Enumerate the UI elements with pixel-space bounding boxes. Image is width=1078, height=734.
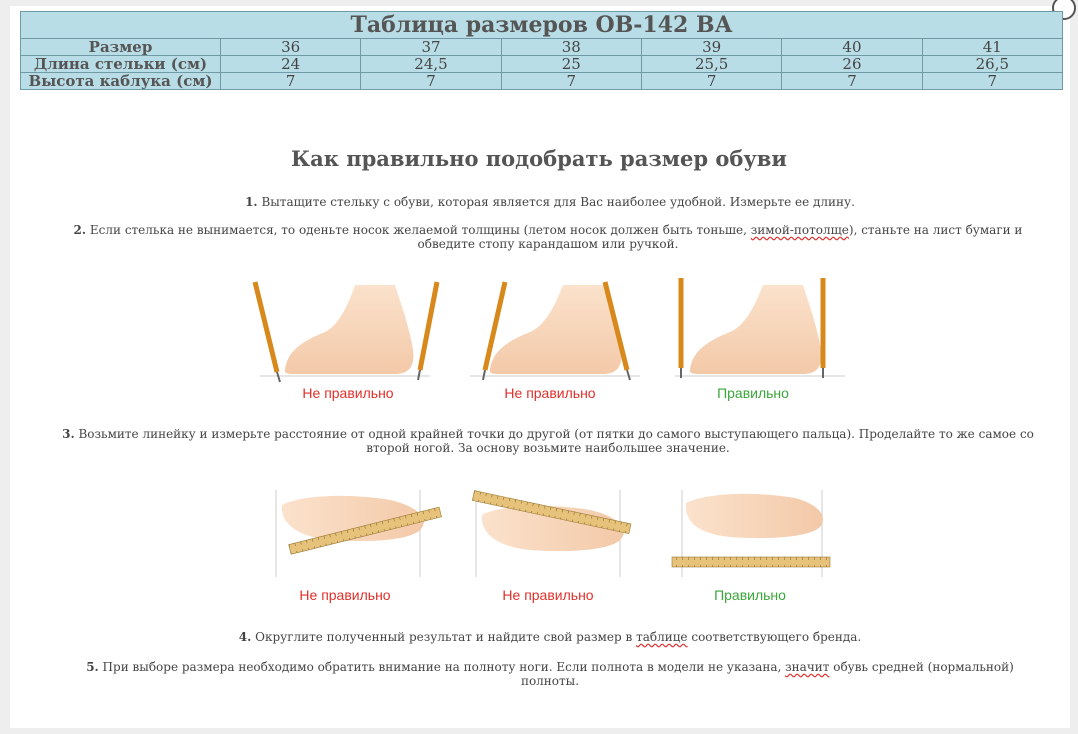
ruler-measure-wrong-2 [472, 490, 631, 577]
foot-tracing-right [675, 278, 845, 378]
table-cell: 40 [782, 39, 922, 56]
table-cell: 7 [782, 73, 922, 90]
pencil-icon [255, 282, 280, 382]
step-number: 1. [245, 195, 258, 209]
step-text: При выборе размера необходимо обратить внимание на полноту ноги. Если полнота в модели не указана, [102, 660, 786, 674]
spellcheck-word: значит [785, 660, 830, 674]
table-cell: 37 [361, 39, 501, 56]
guide-title: Как правильно подобрать размер обуви [291, 146, 787, 171]
size-table [20, 11, 1063, 90]
pencil-icon [418, 282, 437, 380]
table-cell: 24 [221, 56, 361, 73]
spellcheck-word: зимой-потолще [750, 223, 849, 237]
step-text: ), станьте на лист бумаги и обведите стопу карандашом или ручкой. [417, 223, 1023, 251]
table-cell: 39 [641, 39, 781, 56]
ruler-illustrations [270, 485, 840, 580]
table-cell: 36 [221, 39, 361, 56]
table-row [21, 39, 1063, 56]
table-cell: 25 [501, 56, 641, 73]
step-text: Вытащите стельку с обуви, которая является для Вас наиболее удобной. Измерьте ее длину. [261, 195, 855, 209]
step-text: Возьмите линейку и измерьте расстояние от одной крайней точки до другой (от пятки до самого выступающего пальца). Проделайте то же самое со второй ногой. За основу возьмите наибольшее значение. [78, 427, 1034, 455]
caption-wrong: Не правильно [302, 385, 394, 401]
step-number: 3. [62, 427, 75, 441]
table-cell: 7 [221, 73, 361, 90]
size-table-title: Таблица размеров ОВ-142 ВА [21, 12, 1063, 39]
table-cell: 38 [501, 39, 641, 56]
foot-tracing-wrong-2 [470, 282, 640, 380]
row-label-size: Размер [21, 39, 221, 56]
step-text: обувь средней (нормальной) полноты. [520, 660, 1014, 688]
table-cell: 7 [922, 73, 1062, 90]
table-cell: 7 [361, 73, 501, 90]
step-5 [70, 660, 1030, 688]
step-text: соответствующего бренда. [687, 630, 862, 644]
step-text: Если стелька не вынимается, то оденьте носок желаемой толщины (летом носок должен быть тоньше, [89, 223, 751, 237]
step-number: 4. [238, 630, 252, 644]
caption-wrong: Не правильно [299, 587, 391, 603]
ruler-icon [672, 557, 830, 567]
step-2 [48, 223, 1048, 251]
step-1 [40, 195, 1060, 209]
table-row [21, 56, 1063, 73]
spellcheck-word: таблице [636, 630, 688, 644]
row-label-heel-height: Высота каблука (см) [21, 73, 221, 90]
step-number: 2. [73, 223, 87, 237]
foot-tracing-wrong-1 [255, 282, 437, 382]
caption-wrong: Не правильно [504, 385, 596, 401]
step-3 [48, 427, 1048, 455]
table-cell: 26 [782, 56, 922, 73]
tracing-illustrations [245, 270, 845, 385]
caption-wrong: Не правильно [502, 587, 594, 603]
size-table-title-row [21, 12, 1063, 39]
table-cell: 41 [922, 39, 1062, 56]
table-row [21, 73, 1063, 90]
step-number: 5. [86, 660, 99, 674]
caption-right: Правильно [717, 385, 789, 401]
table-cell: 7 [501, 73, 641, 90]
ruler-measure-wrong-1 [276, 490, 442, 577]
step-text: Округлите полученный результат и найдите свой размер в [255, 630, 637, 644]
caption-right: Правильно [714, 587, 786, 603]
table-cell: 7 [641, 73, 781, 90]
table-cell: 26,5 [922, 56, 1062, 73]
step-4 [40, 630, 1060, 644]
ruler-measure-right [672, 490, 830, 577]
row-label-insole-length: Длина стельки (см) [21, 56, 221, 73]
table-cell: 25,5 [641, 56, 781, 73]
table-cell: 24,5 [361, 56, 501, 73]
